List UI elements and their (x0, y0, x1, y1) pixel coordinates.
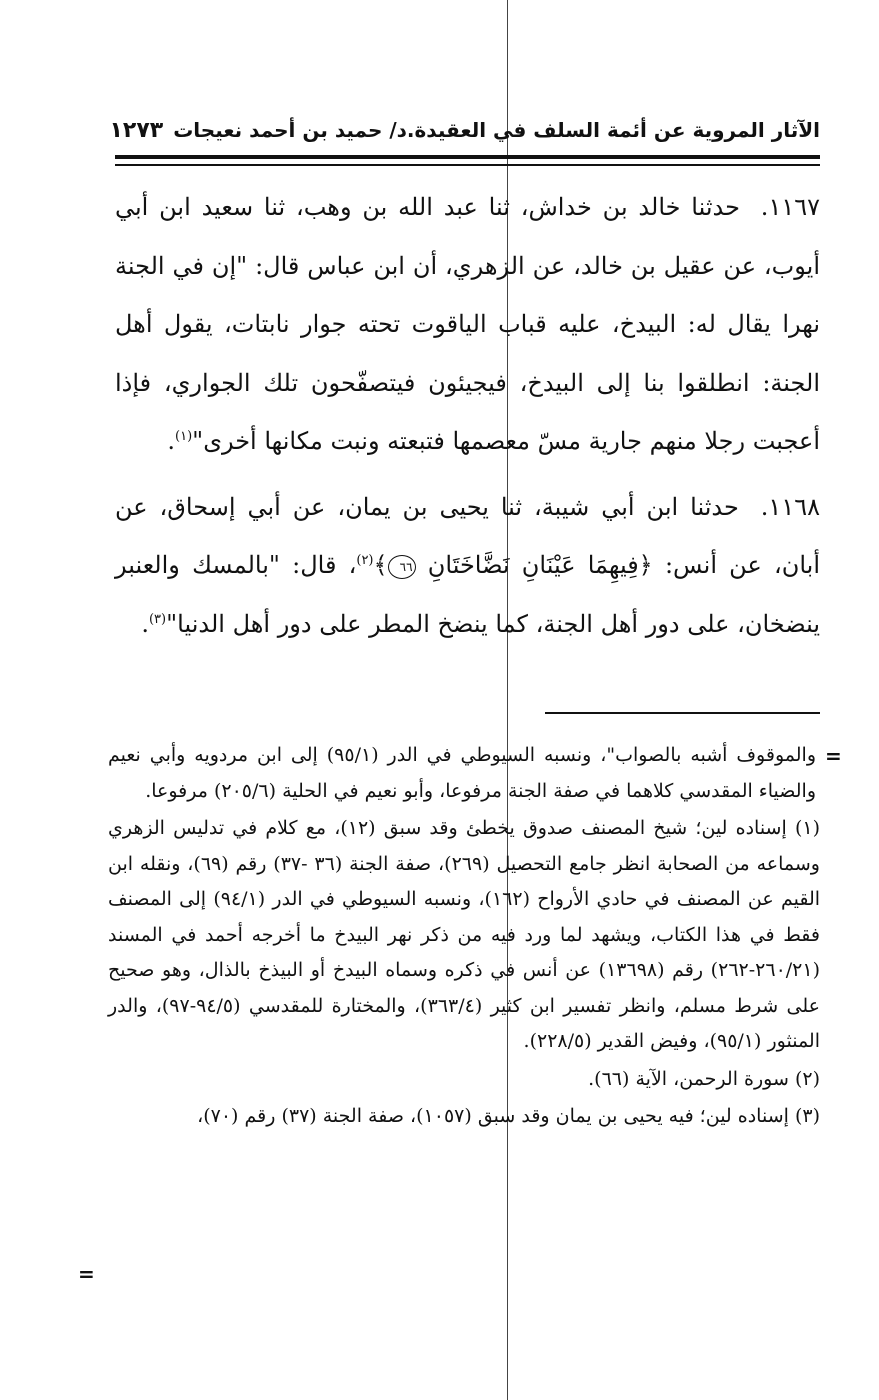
footnote-text: إسناده لين؛ شيخ المصنف صدوق يخطئ وقد سبق (١٢)، مع كلام في تدليس الزهري وسماعه من الصحابة انظر جامع التحصيل (٢٦٩)، صفة الجنة (٣٦ -٣٧) رقم (٦٩)، ونقله ابن القيم عن المصنف في حادي الأرواح (١٦٢)، ونسبه السيوطي في الدر (٩٤/١) إلى المصنف فقط في هذا الكتاب، ويشهد لما ورد فيه من ذكر نهر البيدخ ما أخرجه أحمد في المسند (٢٦٠/٢١-٢٦٢) رقم (١٣٦٩٨) عن أنس في ذكره وسماه البيدخ أو البيذخ بالذال، وهو صحيح على شرط مسلم، وانظر تفسير ابن كثير (٣٦٣/٤)، والمختارة للمقدسي (٩٤/٥-٩٧)، والدر المنثور (٩٥/١)، وفيض القدير (٢٢٨/٥). (108, 817, 821, 1052)
header-title: الآثار المروية عن أئمة السلف في العقيدة.د/ حميد بن أحمد نعيجات (173, 118, 820, 142)
narration-1167 (115, 178, 820, 471)
footnote-continued (108, 738, 820, 809)
footnote-continues-mark: = (78, 1262, 95, 1286)
narration-text: حدثنا ابن أبي شيبة، ثنا يحيى بن يمان، عن أبي إسحاق، عن أبان، عن أنس: (115, 492, 820, 579)
footnote-1 (108, 811, 820, 1060)
footnote-continuation-mark: = (825, 744, 842, 768)
narration-1168 (115, 478, 820, 654)
footnote-separator (545, 712, 820, 714)
footnote-text: سورة الرحمن، الآية (٦٦). (588, 1067, 789, 1090)
footnote-label: (١) (794, 817, 820, 839)
footnote-text: والموقوف أشبه بالصواب"، ونسبه السيوطي في الدر (٩٥/١) إلى ابن مردويه وأبي نعيم والضياء المقدسي كلاهما في صفة الجنة مرفوعا، وأبو نعيم في الحلية (٢٠٥/٦) مرفوعا. (108, 744, 817, 802)
footnotes (108, 738, 820, 1135)
main-text (115, 178, 820, 653)
footnote-2 (108, 1062, 820, 1098)
narration-tail: . (167, 427, 176, 455)
narration-number: ١١٦٧. (760, 193, 820, 221)
footnote-label: (٣) (794, 1105, 820, 1127)
narration-text: حدثنا خالد بن خداش، ثنا عبد الله بن وهب، ثنا سعيد ابن أبي أيوب، عن عقيل بن خالد، عن الزهري، أن ابن عباس قال: "إن في الجنة نهرا يقال له: البيدخ، عليه قباب الياقوت تحته جوار نابتات، يقول أهل الجنة: انطلقوا بنا إلى البيدخ، فيجيئون فيتصفّحون تلك الجواري، فإذا أعجبت رجلا منهم جارية مسّ معصمها فتبعته ونبت مكانها أخرى" (115, 193, 820, 455)
footnote-label: (٢) (794, 1067, 820, 1090)
footnote-ref[interactable]: (١) (175, 429, 193, 444)
quran-close-bracket: ﴾ (373, 551, 388, 579)
footnote-ref[interactable]: (٢) (356, 553, 374, 568)
footnote-3 (108, 1099, 820, 1135)
narration-text: ، قال: "بالمسك والعنبر ينضخان، على دور أهل الجنة، كما ينضخ المطر على دور أهل الدنيا" (115, 551, 820, 638)
running-header (109, 112, 820, 148)
narration-tail: . (141, 609, 149, 638)
page-number: ١٢٧٣ (109, 117, 164, 143)
footnote-text: إسناده لين؛ فيه يحيى بن يمان وقد سبق (١٠٥٧)، صفة الجنة (٣٧) رقم (٧٠)، (197, 1105, 789, 1127)
header-rule-thin (115, 164, 820, 166)
footnote-ref[interactable]: (٣) (148, 611, 167, 627)
narration-number: ١١٦٨. (760, 492, 820, 521)
quran-verse: ﴿فِيهِمَا عَيْنَانِ نَضَّاخَتَانِ (427, 551, 653, 579)
header-rule-thick (115, 155, 820, 159)
ayah-number-medallion: ٦٦ (388, 555, 416, 579)
